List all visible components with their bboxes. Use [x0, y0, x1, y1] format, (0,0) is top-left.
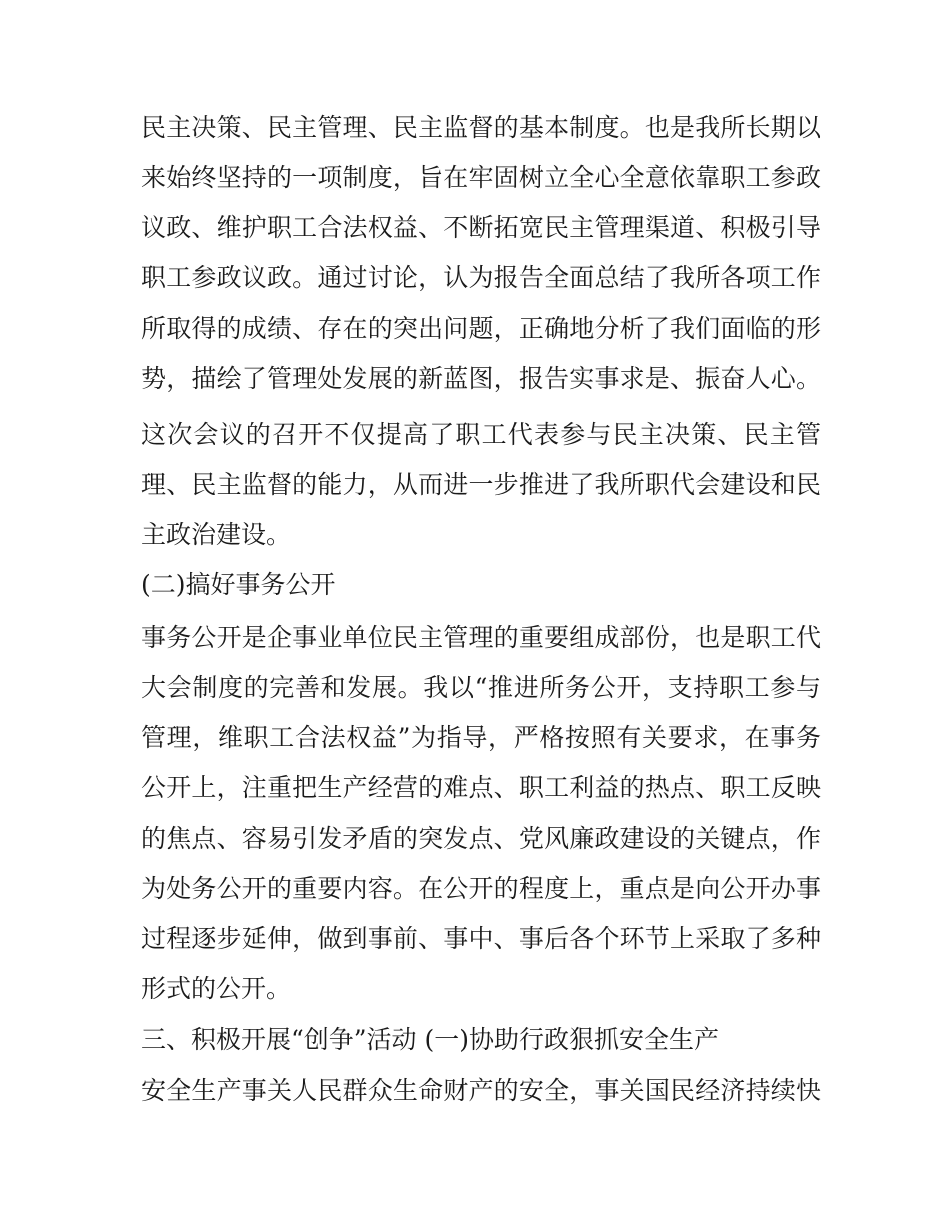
text-line: 民主决策、民主管理、民主监督的基本制度。也是我所长期以	[141, 113, 821, 142]
text-line: 大会制度的完善和发展。我以“推进所务公开，支持职工参与	[141, 673, 821, 702]
text-line: 公开上，注重把生产经营的难点、职工利益的热点、职工反映	[141, 773, 821, 802]
text-line: 过程逐步延伸，做到事前、事中、事后各个环节上采取了多种	[141, 924, 821, 953]
text-line: 为处务公开的重要内容。在公开的程度上，重点是向公开办事	[141, 874, 821, 903]
text-line: 来始终坚持的一项制度，旨在牢固树立全心全意依靠职工参政	[141, 163, 821, 192]
text-line: 职工参政议政。通过讨论，认为报告全面总结了我所各项工作	[141, 263, 821, 292]
text-line: 主政治建设。	[141, 520, 292, 549]
text-line: 这次会议的召开不仅提高了职工代表参与民主决策、民主管	[141, 420, 821, 449]
text-line: 安全生产事关人民群众生命财产的安全，事关国民经济持续快	[141, 1076, 821, 1105]
text-line: 所取得的成绩、存在的突出问题，正确地分析了我们面临的形	[141, 314, 821, 343]
text-line: 势，描绘了管理处发展的新蓝图，报告实事求是、振奋人心。	[141, 364, 821, 393]
section-heading: (二)搞好事务公开	[141, 570, 336, 599]
text-line: 事务公开是企事业单位民主管理的重要组成部份，也是职工代	[141, 623, 821, 652]
text-line: 形式的公开。	[141, 974, 292, 1003]
section-heading: 三、积极开展“创争”活动 (一)协助行政狠抓安全生产	[141, 1025, 720, 1054]
text-line: 议政、维护职工合法权益、不断拓宽民主管理渠道、积极引导	[141, 213, 821, 242]
text-line: 管理，维职工合法权益”为指导，严格按照有关要求，在事务	[141, 723, 821, 752]
text-line: 理、民主监督的能力，从而进一步推进了我所职代会建设和民	[141, 470, 821, 499]
text-line: 的焦点、容易引发矛盾的突发点、党风廉政建设的关键点，作	[141, 824, 821, 853]
